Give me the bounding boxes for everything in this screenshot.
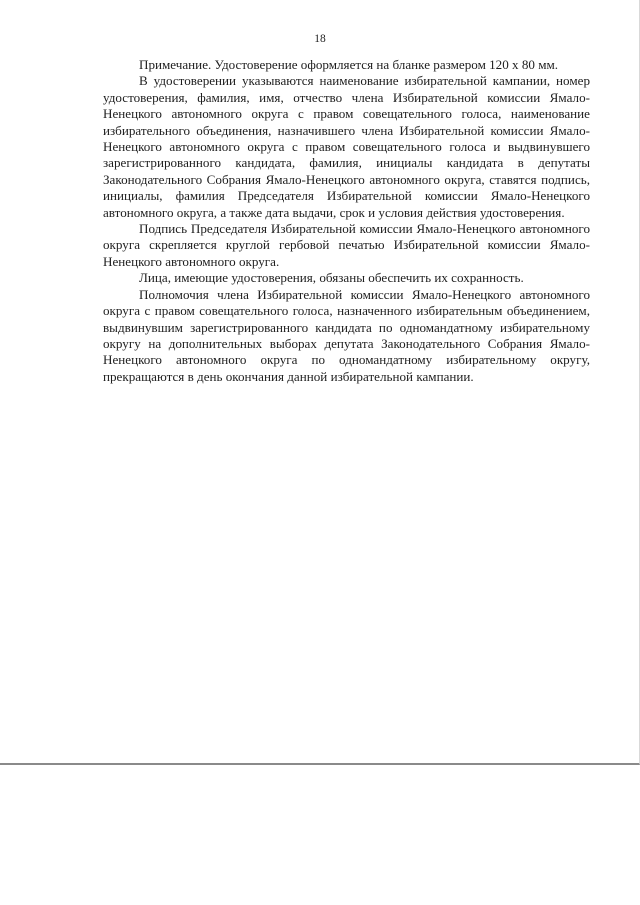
- blank-area: [0, 765, 640, 905]
- document-body: [103, 57, 590, 385]
- paragraph-signature-seal: Подпись Председателя Избирательной комиссии Ямало-Ненецкого автономного округа скрепляется круглой гербовой печатью Избирательной комиссии Ямало-Ненецкого автономного округа.: [103, 221, 590, 269]
- paragraph-certificate-contents: В удостоверении указываются наименование избирательной кампании, номер удостоверения, фамилия, имя, отчество члена Избирательной комиссии Ямало-Ненецкого автономного округа с правом совещательного голоса, наименование избирательного объединения, назначившего члена Избирательной комиссии Ямало-Ненецкого автономного округа с правом совещательного голоса и выдвинувшего зарегистрированного кандидата, фамилия, инициалы кандидата в депутаты Законодательного Собрания Ямало-Ненецкого автономного округа, ставятся подпись, инициалы, фамилия Председателя Избирательной комиссии Ямало-Ненецкого автономного округа, а также дата выдачи, срок и условия действия удостоверения.: [103, 73, 590, 220]
- paragraph-powers-termination: Полномочия члена Избирательной комиссии Ямало-Ненецкого автономного округа с правом совещательного голоса, назначенного избирательным объединением, выдвинувшим зарегистрированного кандидата по одномандатному избирательному округу на дополнительных выборах депутата Законодательного Собрания Ямало-Ненецкого автономного округа по одномандатному избирательному округу, прекращаются в день окончания данной избирательной кампании.: [103, 286, 590, 384]
- paragraph-safekeeping: Лица, имеющие удостоверения, обязаны обеспечить их сохранность.: [139, 270, 524, 286]
- paragraph-note: Примечание. Удостоверение оформляется на бланке размером 120 х 80 мм.: [139, 57, 559, 72]
- page-number: 18: [314, 33, 326, 45]
